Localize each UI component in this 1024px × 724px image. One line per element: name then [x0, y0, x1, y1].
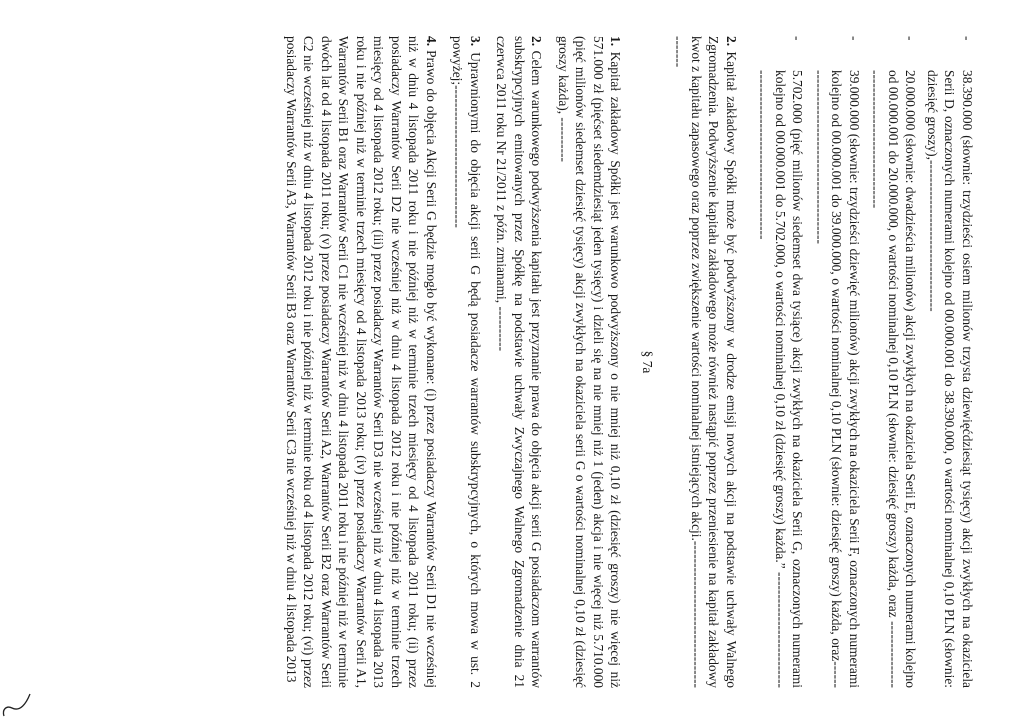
signature-mark — [0, 690, 34, 720]
paragraph — [449, 36, 484, 688]
paragraph-number: 1. — [608, 36, 624, 47]
paragraph — [555, 36, 625, 688]
paragraph-2 — [670, 36, 740, 688]
bullet-item — [867, 36, 920, 688]
paragraph-number: 2. — [724, 36, 739, 47]
document-body — [274, 36, 977, 688]
bullet-dash: - — [903, 36, 919, 41]
paragraph-text: Kapitał zakładowy Spółki jest warunkowo podwyższony o nie mniej niż 0,10 zł (dziesięć groszy) nie więcej niż 571.000 zł (pięćset siedemdziesiąt jeden tysięcy) i dzieli się na nie mniej niż 1 (jeden) akcja i nie więcej niż 5.710.000 (pięć milionów siedemset dziesięć tysięcy) akcji zwykłych na okaziciela serii G o wartości nominalnej 0,10 zł (dziesięć groszy każda), ---------- — [556, 36, 624, 688]
paragraph-number: 3. — [468, 36, 483, 47]
paragraph-text: Kapitał zakładowy Spółki może być podwyższony w drodze emisji nowych akcji na podstawie uchwały Walnego Zgromadzenia. Podwyższenie kapitału zakładowego może również nastąpić poprzez przeniesienie na kapitał zakładowy kwot z kapitału zapasowego oraz poprzez zwiększenie wartości nominalnej istniejących akcji.---------------------------------------- — [671, 36, 739, 688]
paragraph-text: Uprawnionymi do objęcia akcji serii G będą posiadacze warrantów subskrypcyjnych, o których mowa w ust. 2 powyżej;-------------------------------- — [450, 36, 483, 688]
paragraph — [493, 36, 546, 688]
bullet-text: 39.000.000 (słownie: trzydzieści dziewięć milionów) akcji zwykłych na okaziciela Serii F, oznaczonych numerami kolejno od 00.000.001 do 39.000.000, o wartości nominalnej 0,10 PLN (słownie: dziesięć groszy) każda, oraz--------------------------------------------- — [812, 70, 862, 688]
bullet-text: 38.390.000 (słownie: trzydzieści osiem milionów trzysta dziewięćdziesiąt tysięcy) akcji zwykłych na okaziciela Serii D, oznaczonych numerami kolejno od 00.000.001 do 38.390.000, o wartości nominalnej 0,10 PLN (słownie: dziesięć groszy),---------------------------------- — [925, 70, 975, 688]
paragraph-text: Celem warunkowego podwyższenia kapitału jest przyznanie prawa do objęcia akcji serii G posiadaczom warrantów subskrypcyjnych emitowanych przez Spółkę na podstawie uchwały Zwyczajnego Walnego Zgromadzenie dnia 21 czerwca 2011 roku Nr 21/2011 z późn. zmianami, ---------- — [494, 36, 545, 688]
bullet-item — [754, 36, 807, 688]
paragraph — [283, 36, 441, 688]
bullet-dash: - — [847, 36, 862, 41]
section-heading: § 7a — [640, 350, 655, 374]
bullet-dash: - — [960, 36, 975, 41]
paragraph-text: Prawo do objęcia Akcji Serii G będzie mogło być wykonane: (i) przez posiadaczy Warrantów Serii D1 nie wcześniej niż w dniu 4 listopada 2011 roku i nie później niż w terminie trzech miesięcy od 4 listopada 2011 roku; (ii) przez posiadaczy Warrantów Serii D2 nie wcześniej niż w dniu 4 listopada 2012 roku i nie później niż w terminie trzech miesięcy od 4 listopada 2012 roku; (iii) przez posiadaczy Warrantów Serii D3 nie wcześniej niż w dniu 4 listopada 2013 roku i nie później niż w terminie trzech miesięcy od 4 listopada 2013 roku; (iv) przez posiadaczy Warrantów Serii A1, Warrantów Serii B1 oraz Warrantów Serii C1 nie wcześniej niż w dniu 4 listopada 2011 roku i nie później niż w terminie dwóch lat od 4 listopada 2011 roku; (v) przez posiadaczy Warrantów Serii A2, Warrantów Serii B2 oraz Warrantów Serii C2 nie wcześniej niż w dniu 4 listopada 2012 roku i nie później niż w terminie roku od 4 listopada 2012 roku; (vi) przez posiadaczy Warrantów Serii A3, Warrantów Serii B3 oraz Warrantów Serii C3 nie wcześniej niż w dniu 4 listopada 2013 — [284, 36, 439, 688]
paragraph-number: 2. — [529, 36, 545, 47]
bullet-dash: - — [790, 36, 806, 41]
bullet-item — [924, 36, 977, 688]
bullet-item — [811, 36, 864, 688]
bullet-text: 20.000.000 (słownie: dwadzieścia milionów) akcji zwykłych na okaziciela Serii E, oznaczonych numerami kolejno od 00.000.001 do 20.000.000, o wartości nominalnej 0,10 PLN (słownie: dziesięć groszy) każda, oraz ---------------------------------------------- — [868, 70, 919, 688]
paragraph-number: 4. — [424, 36, 439, 47]
bullet-text: 5.702.000 (pięć milionów siedemset dwa tysiące) akcji zwykłych na okaziciela Serii G, oznaczonych numerami kolejno od 00.000.001 do 5.702.000, o wartości nominalnej 0,10 zł (dziesięć groszy) każda.” ---------------------------------------------------------------- — [755, 70, 806, 688]
